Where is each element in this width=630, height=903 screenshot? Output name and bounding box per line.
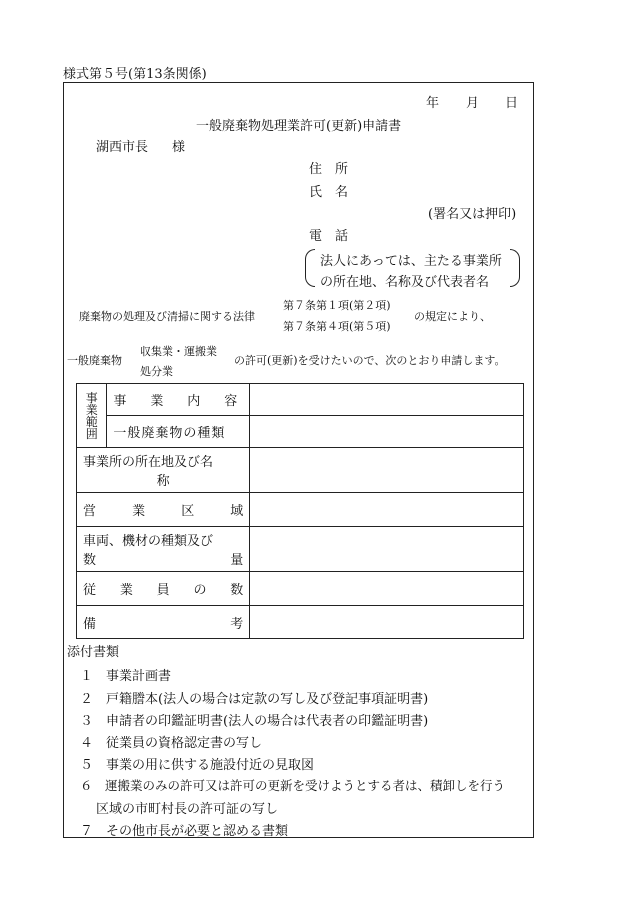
business-content-label: 事 業 内 容 (107, 384, 250, 416)
permit-type-disposal: 処分業 (140, 365, 173, 378)
attachment-item: １ 事業計画書 (80, 669, 172, 684)
date-month: 月 (466, 96, 480, 111)
attachment-item: ２ 戸籍謄本(法人の場合は定款の写し及び登記事項証明書) (80, 692, 429, 707)
addressee-honorific: 様 (172, 140, 186, 155)
name-label: 氏 名 (309, 185, 349, 200)
office-location-field[interactable] (250, 448, 524, 493)
law-article-1: 第７条第１項(第２項) (283, 299, 391, 312)
employees-field[interactable] (250, 572, 524, 606)
remarks-label: 備 考 (77, 606, 250, 639)
application-table (76, 383, 524, 639)
corp-note-close-bracket (510, 249, 520, 287)
business-area-label: 営 業 区 域 (77, 493, 250, 527)
seal-note: (署名又は押印) (428, 207, 517, 222)
permit-prefix: 一般廃棄物 (67, 354, 122, 367)
attachment-item: ５ 事業の用に供する施設付近の見取図 (80, 758, 315, 773)
attachment-item: ７ その他市長が必要と認める書類 (80, 824, 289, 839)
vehicles-label: 車両、機材の種類及び 数 量 (77, 527, 250, 572)
attachment-item: ３ 申請者の印鑑証明書(法人の場合は代表者の印鑑証明書) (80, 714, 429, 729)
attachment-item-continued: 区域の市町村長の許可証の写し (96, 802, 279, 817)
address-label: 住 所 (309, 162, 349, 177)
corp-note-line1: 法人にあっては、主たる事業所 (320, 254, 502, 269)
permit-type-collection: 収集業・運搬業 (140, 345, 217, 358)
phone-label: 電 話 (309, 229, 349, 244)
attachment-item: ６ 運搬業のみの許可又は許可の更新を受けようとする者は、積卸しを行う (80, 778, 506, 793)
law-suffix: の規定により、 (414, 310, 491, 323)
attachments-heading: 添付書類 (67, 645, 120, 660)
waste-type-field[interactable] (250, 416, 524, 448)
corp-note-line2: の所在地、名称及び代表者名 (320, 275, 490, 290)
remarks-field[interactable] (250, 606, 524, 639)
business-content-field[interactable] (250, 384, 524, 416)
employees-label: 従 業 員 の 数 (77, 572, 250, 606)
law-article-2: 第７条第４項(第５項) (283, 320, 391, 333)
law-name: 廃棄物の処理及び清掃に関する法律 (79, 310, 255, 323)
date-year: 年 (426, 96, 440, 111)
waste-type-label: 一般廃棄物の種類 (107, 416, 250, 448)
form-number: 様式第５号(第13条関係) (63, 67, 207, 82)
permit-suffix: の許可(更新)を受けたいので、次のとおり申請します。 (234, 354, 506, 367)
scope-label: 事 業 範 囲 (77, 384, 107, 448)
document-title: 一般廃棄物処理業許可(更新)申請書 (196, 119, 402, 134)
office-location-label: 事業所の所在地及び名 称 (77, 448, 250, 493)
addressee-name: 湖西市長 (96, 140, 149, 155)
attachment-item: ４ 従業員の資格認定書の写し (80, 736, 263, 751)
date-day: 日 (505, 96, 519, 111)
vehicles-field[interactable] (250, 527, 524, 572)
business-area-field[interactable] (250, 493, 524, 527)
corp-note-open-bracket (305, 249, 315, 287)
